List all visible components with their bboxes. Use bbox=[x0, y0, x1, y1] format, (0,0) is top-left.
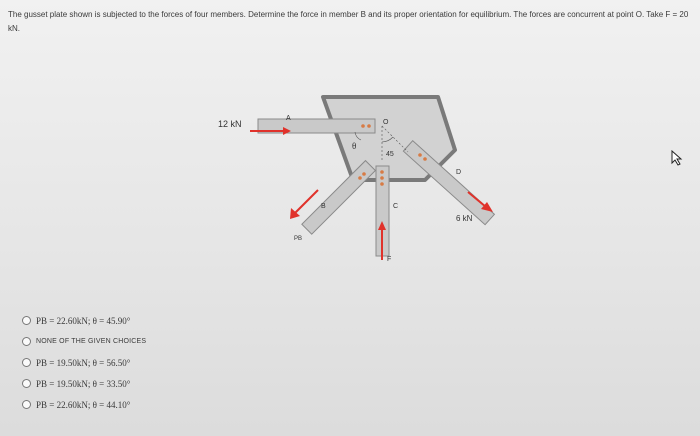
label-b: B bbox=[321, 203, 326, 210]
label-c: C bbox=[393, 203, 399, 210]
radio-button[interactable] bbox=[22, 358, 31, 367]
member-b bbox=[302, 161, 376, 235]
choice-5[interactable] bbox=[22, 394, 322, 415]
choice-4[interactable] bbox=[22, 373, 322, 394]
choice-label: PB = 22.60kN; θ = 45.90° bbox=[36, 315, 131, 326]
label-12kn: 12 kN bbox=[218, 119, 242, 129]
radio-button[interactable] bbox=[22, 379, 31, 388]
mouse-cursor-icon bbox=[670, 150, 684, 166]
label-o: O bbox=[383, 119, 389, 126]
radio-button[interactable] bbox=[22, 316, 31, 325]
label-6kn: 6 kN bbox=[456, 214, 473, 223]
choice-1[interactable] bbox=[22, 310, 322, 331]
label-45: 45 bbox=[386, 151, 394, 158]
label-a: A bbox=[286, 115, 291, 122]
choice-label: PB = 19.50kN; θ = 33.50° bbox=[36, 378, 131, 389]
answer-choices bbox=[22, 310, 322, 415]
label-theta: θ bbox=[352, 141, 357, 151]
choice-label: NONE OF THE GIVEN CHOICES bbox=[36, 338, 147, 345]
label-pb: PB bbox=[294, 236, 303, 242]
label-f: F bbox=[387, 256, 392, 263]
radio-button[interactable] bbox=[22, 400, 31, 409]
choice-3[interactable] bbox=[22, 352, 322, 373]
radio-button[interactable] bbox=[22, 337, 31, 346]
gusset-plate-diagram bbox=[180, 80, 520, 280]
choice-2[interactable] bbox=[22, 331, 322, 352]
choice-label: PB = 22.60kN; θ = 44.10° bbox=[36, 399, 131, 410]
choice-label: PB = 19.50kN; θ = 56.50° bbox=[36, 357, 131, 368]
question-text: The gusset plate shown is subjected to the forces of four members. Determine the force in member B and its proper orientation for equilibrium. The forces are concurrent at point O. Take F = 20 kN. bbox=[8, 10, 689, 33]
label-d: D bbox=[456, 169, 462, 176]
